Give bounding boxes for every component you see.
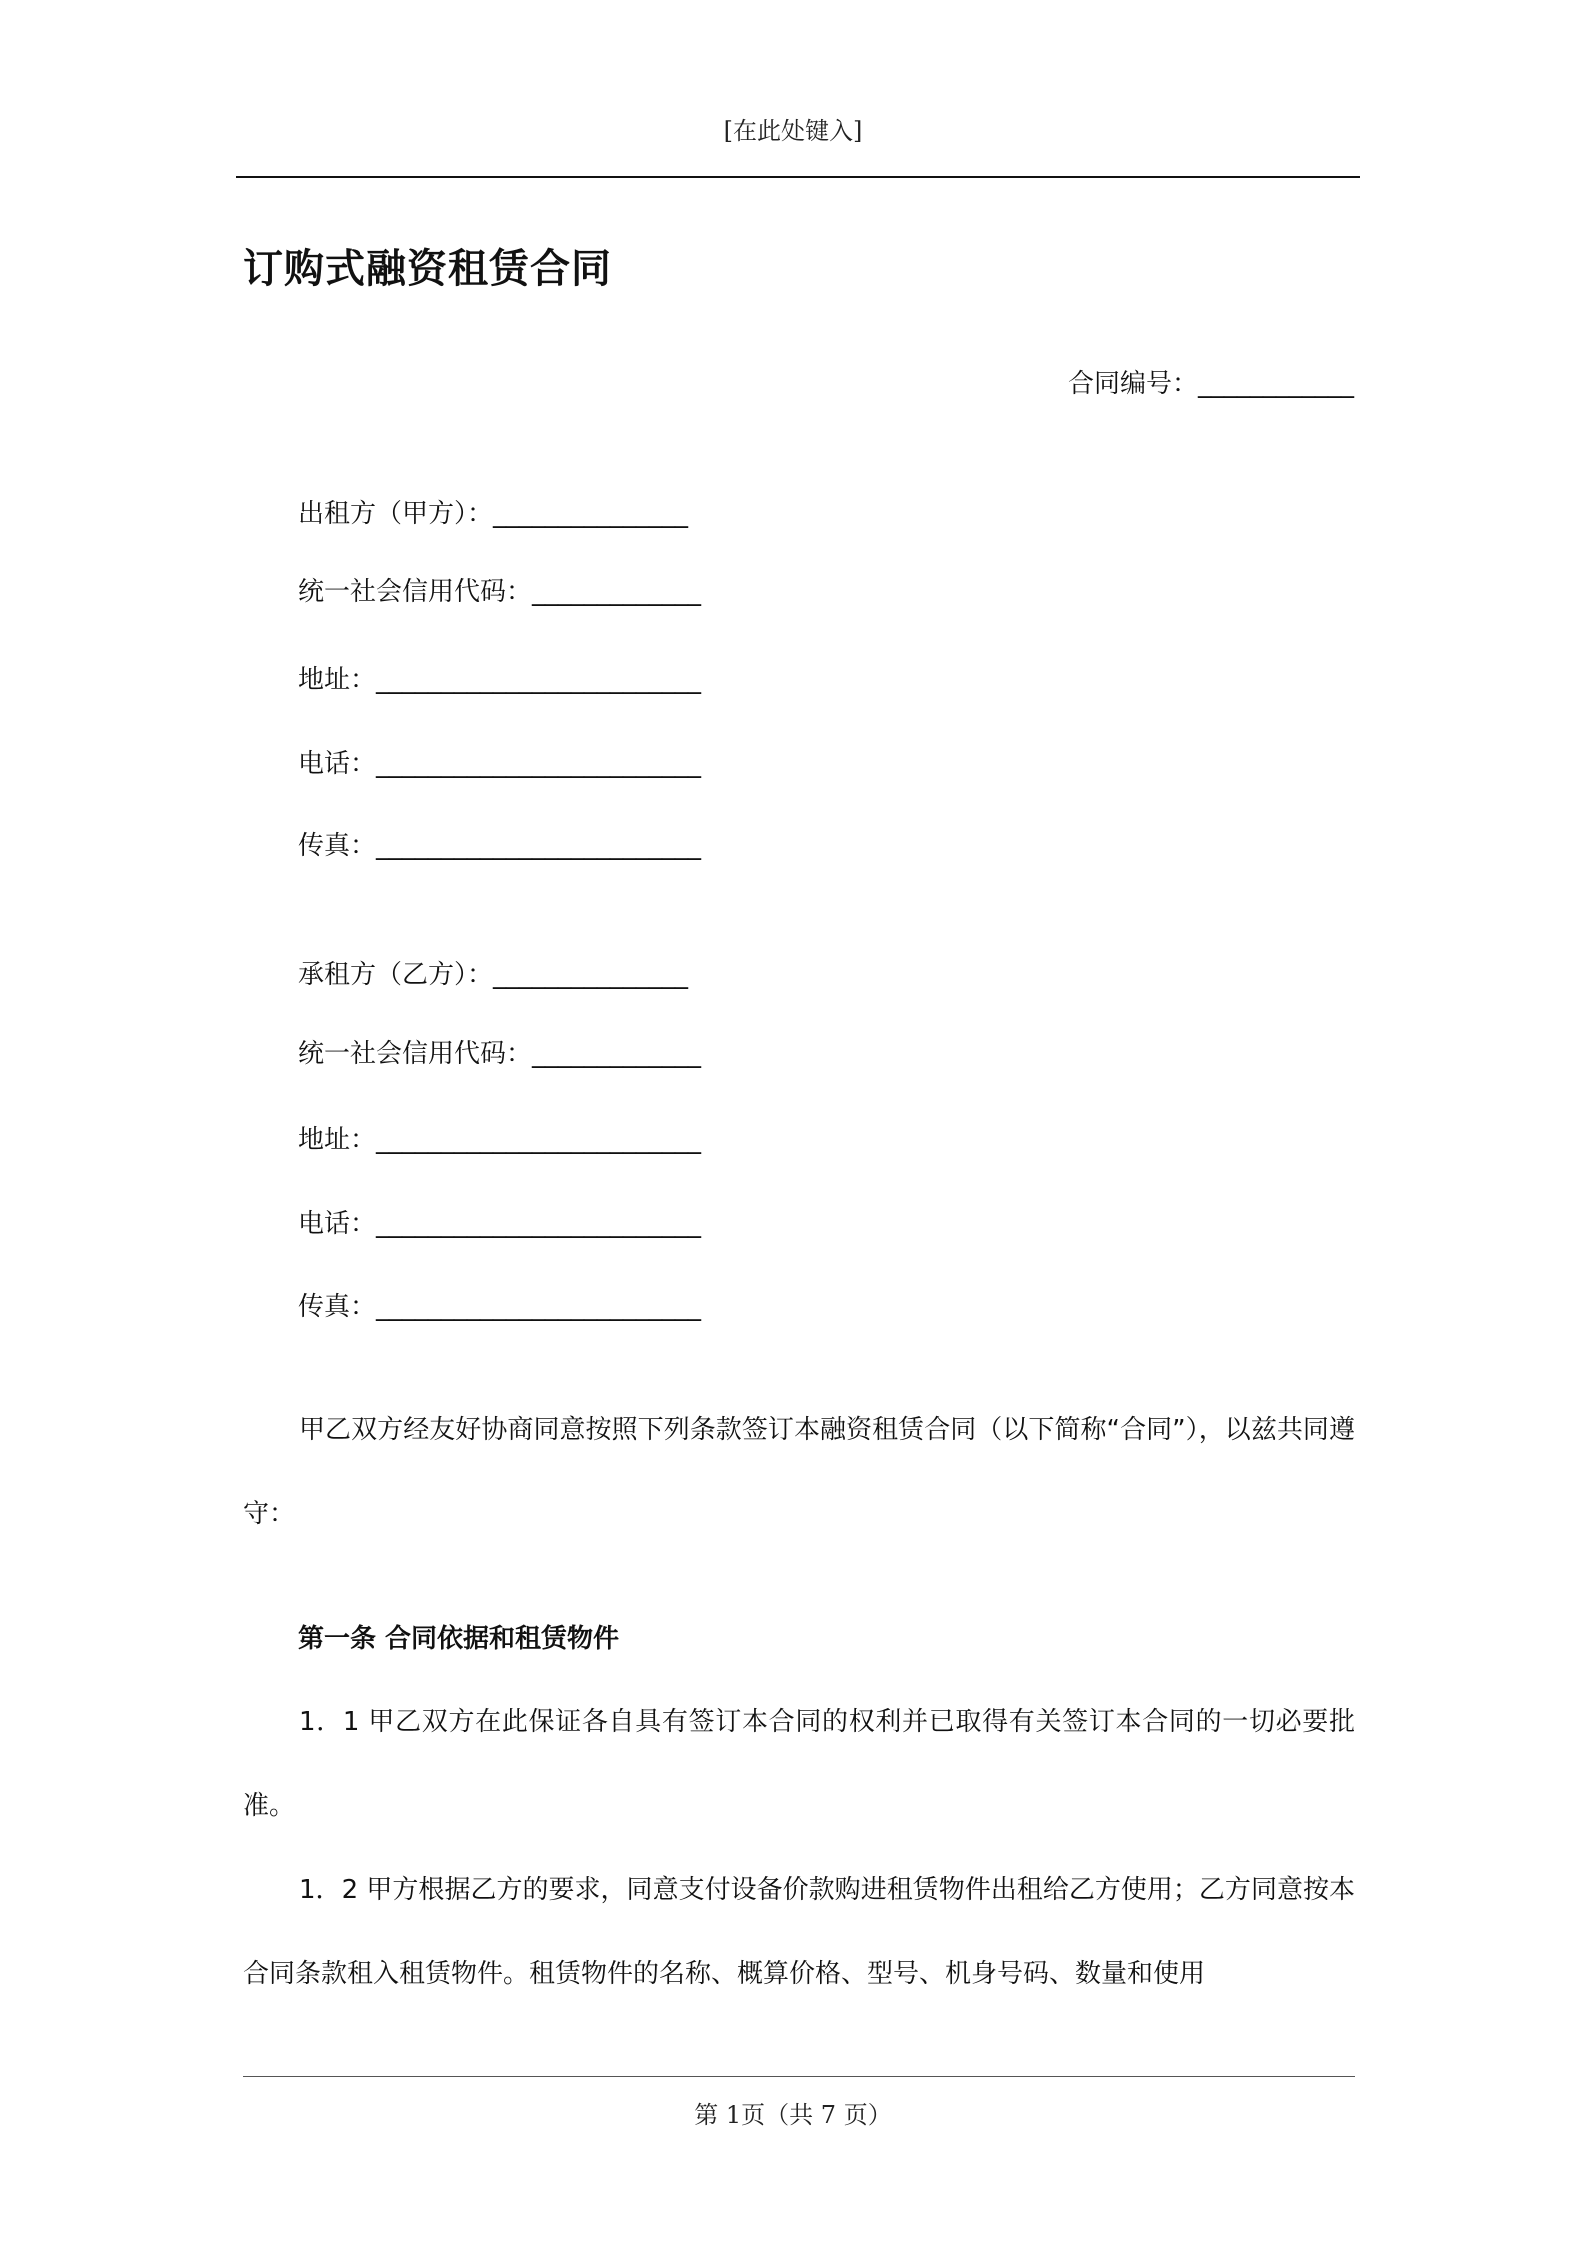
lessor-name-label: 出租方（甲方）： [298, 499, 494, 529]
lessee-address-blank[interactable]: _________________________ [376, 1125, 702, 1155]
lessor-phone-label: 电话： [298, 749, 377, 779]
lessee-name-label: 承租方（乙方）： [298, 960, 494, 990]
document-title: 订购式融资租赁合同 [243, 246, 612, 292]
lessee-address-line [298, 1122, 701, 1158]
lessee-address-label: 地址： [298, 1125, 377, 1155]
lessor-phone-line [298, 746, 701, 782]
lessor-address-label: 地址： [298, 665, 377, 695]
lessor-credit-code-label: 统一社会信用代码： [298, 577, 533, 607]
article-1-heading: 第一条 合同依据和租赁物件 [298, 1624, 620, 1654]
header-divider [236, 176, 1360, 178]
lessor-credit-code-blank[interactable]: _____________ [532, 577, 702, 607]
clause-1-1: 1．1 甲乙双方在此保证各自具有签订本合同的权利并已取得有关签订本合同的一切必要批准。 [243, 1707, 1355, 1821]
lessee-phone-line [298, 1206, 701, 1242]
intro-paragraph: 甲乙双方经友好协商同意按照下列条款签订本融资租赁合同（以下简称“合同”），以兹共同遵守： [243, 1415, 1355, 1529]
contract-number-label: 合同编号： [1067, 369, 1198, 399]
lessee-phone-blank[interactable]: _________________________ [376, 1209, 702, 1239]
page-footer: 第 1页（共 7 页） [694, 2101, 892, 2129]
lessee-credit-code-line [298, 1036, 701, 1072]
clause-1-2: 1．2 甲方根据乙方的要求，同意支付设备价款购进租赁物件出租给乙方使用；乙方同意按本合同条款租入租赁物件。租赁物件的名称、概算价格、型号、机身号码、数量和使用 [243, 1875, 1355, 1989]
lessor-fax-line [298, 828, 701, 864]
lessor-fax-label: 传真： [298, 831, 377, 861]
lessee-fax-line [298, 1289, 701, 1325]
lessee-name-blank[interactable]: _______________ [493, 960, 689, 990]
contract-number-blank[interactable]: ____________ [1198, 369, 1354, 399]
lessee-credit-code-label: 统一社会信用代码： [298, 1039, 533, 1069]
lessor-credit-code-line [298, 574, 701, 610]
lessor-address-blank[interactable]: _________________________ [376, 665, 702, 695]
lessee-name-line [298, 957, 688, 993]
lessee-credit-code-blank[interactable]: _____________ [532, 1039, 702, 1069]
lessor-fax-blank[interactable]: _________________________ [376, 831, 702, 861]
page-header: [在此处键入] [723, 117, 863, 145]
lessor-name-blank[interactable]: _______________ [493, 499, 689, 529]
lessee-fax-blank[interactable]: _________________________ [376, 1292, 702, 1322]
lessee-phone-label: 电话： [298, 1209, 377, 1239]
lessor-name-line [298, 496, 688, 532]
lessor-phone-blank[interactable]: _________________________ [376, 749, 702, 779]
lessor-address-line [298, 662, 701, 698]
footer-divider [243, 2076, 1355, 2077]
lessee-fax-label: 传真： [298, 1292, 377, 1322]
contract-number-line [1068, 366, 1354, 402]
